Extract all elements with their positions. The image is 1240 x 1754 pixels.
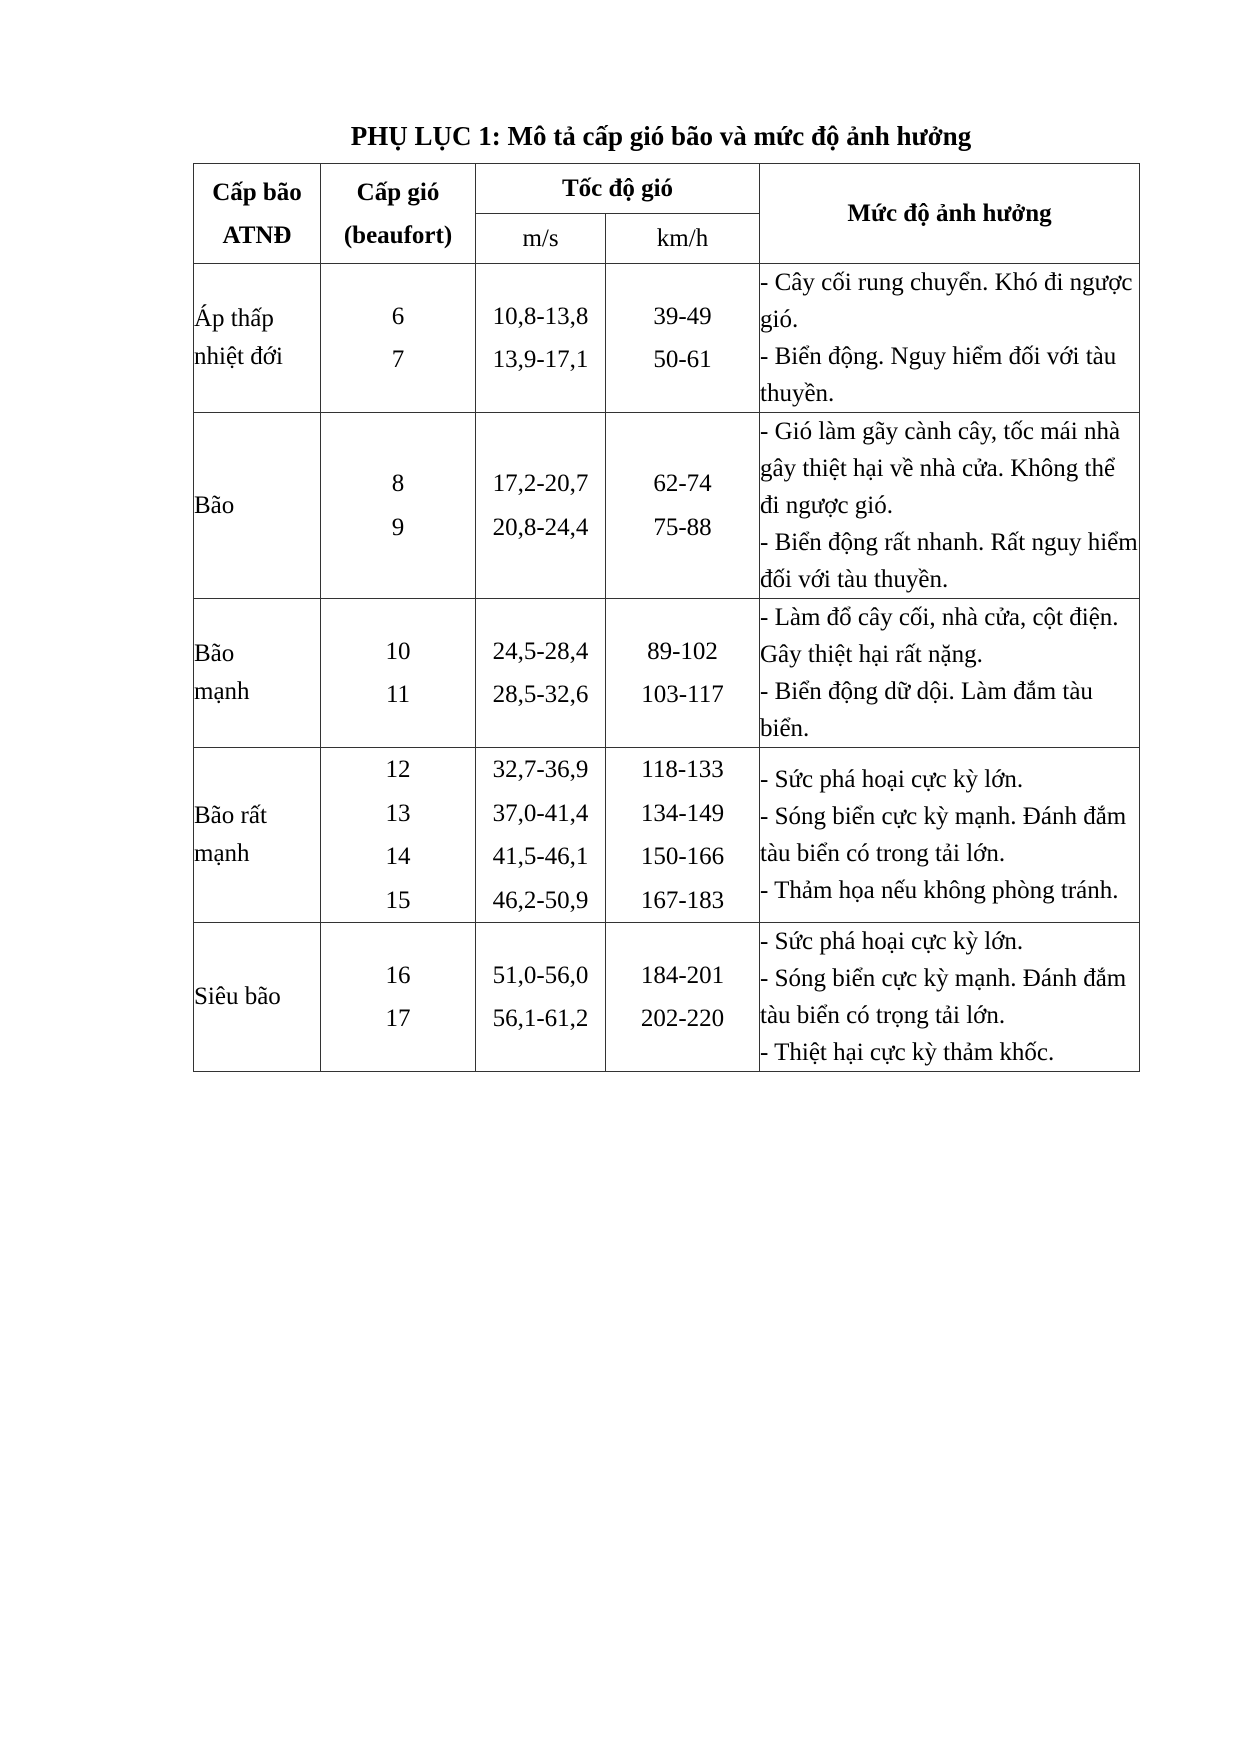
- speed-kmh-cell: [606, 599, 760, 748]
- speed-kmh-value: 50-61: [653, 346, 712, 373]
- impact-text: - Làm đổ cây cối, nhà cửa, cột điện. Gây thiệt hại rất nặng.: [760, 604, 1119, 668]
- header-storm-level-line: ATNĐ: [222, 221, 292, 249]
- wind-level-value: 12: [385, 756, 411, 783]
- storm-level-text: mạnh: [194, 840, 250, 867]
- header-kmh: km/h: [606, 214, 760, 264]
- impact-text: - Biển động. Nguy hiểm đối với tàu thuyền.: [760, 343, 1117, 407]
- header-storm-level-line: Cấp bão: [212, 178, 302, 206]
- speed-ms-value: 17,2-20,7: [492, 470, 589, 497]
- speed-kmh-value: 118-133: [641, 756, 724, 783]
- speed-ms-value: 32,7-36,9: [492, 756, 589, 783]
- storm-level-cell: [194, 413, 321, 599]
- storm-level-text: Áp thấp: [194, 305, 274, 332]
- header-wind-speed: Tốc độ gió: [476, 164, 760, 214]
- speed-kmh-value: 39-49: [653, 302, 712, 330]
- speed-kmh-value: 134-149: [640, 799, 725, 827]
- wind-level-value: 17: [385, 1005, 411, 1032]
- wind-level-cell: [321, 599, 476, 748]
- storm-level-text: Bão: [194, 491, 235, 519]
- storm-level-text: mạnh: [194, 678, 250, 705]
- wind-level-cell: [321, 413, 476, 599]
- speed-kmh-cell: [606, 413, 760, 599]
- table-row: [194, 264, 1140, 413]
- speed-ms-cell: [476, 413, 606, 599]
- speed-ms-value: 20,8-24,4: [492, 513, 589, 541]
- impact-text: - Biển động rất nhanh. Rất nguy hiểm đối với tàu thuyền.: [760, 529, 1138, 593]
- storm-level-text: Bão: [194, 640, 235, 667]
- speed-ms-value: 37,0-41,4: [492, 799, 589, 827]
- wind-level-value: 7: [391, 346, 405, 373]
- header-wind-level-line: Cấp gió: [356, 178, 440, 206]
- speed-ms-cell: [476, 264, 606, 413]
- wind-level-value: 6: [391, 302, 405, 330]
- table-row: [194, 748, 1140, 923]
- speed-ms-value: 10,8-13,8: [492, 302, 589, 330]
- speed-kmh-value: 167-183: [640, 886, 725, 914]
- wind-level-value: 14: [385, 843, 411, 870]
- speed-ms-cell: [476, 599, 606, 748]
- wind-level-value: 8: [391, 470, 405, 497]
- wind-level-value: 16: [385, 961, 411, 989]
- impact-cell: [760, 599, 1140, 748]
- wind-level-value: 13: [385, 799, 411, 827]
- speed-ms-value: 13,9-17,1: [492, 346, 589, 373]
- speed-ms-value: 41,5-46,1: [492, 843, 589, 870]
- impact-text: - Thảm họa nếu không phòng tránh.: [760, 877, 1119, 904]
- wind-level-cell: [321, 923, 476, 1072]
- storm-level-text: Bão rất: [194, 802, 267, 829]
- wind-storm-table: [193, 163, 1140, 1072]
- speed-kmh-cell: [606, 923, 760, 1072]
- speed-kmh-cell: [606, 264, 760, 413]
- speed-ms-value: 56,1-61,2: [492, 1005, 589, 1032]
- impact-text: - Sóng biển cực kỳ mạnh. Đánh đắm tàu biển có trong tải lớn.: [760, 803, 1127, 867]
- speed-kmh-cell: [606, 748, 760, 923]
- impact-text: - Sức phá hoại cực kỳ lớn.: [760, 928, 1024, 955]
- speed-kmh-value: 103-117: [641, 681, 724, 708]
- speed-kmh-value: 62-74: [653, 470, 712, 497]
- impact-cell: [760, 413, 1140, 599]
- impact-text: - Gió làm gãy cành cây, tốc mái nhà gây thiệt hại về nhà cửa. Không thể đi ngược gió.: [760, 418, 1121, 519]
- speed-kmh-value: 150-166: [640, 843, 725, 870]
- impact-cell: [760, 923, 1140, 1072]
- storm-level-text: Siêu bão: [194, 983, 281, 1010]
- header-impact: Mức độ ảnh hưởng: [760, 164, 1140, 264]
- header-storm-level: [194, 164, 321, 264]
- page-title: PHỤ LỤC 1: Mô tả cấp gió bão và mức độ ảnh hưởng: [350, 121, 972, 151]
- impact-cell: [760, 748, 1140, 923]
- wind-level-value: 11: [385, 681, 411, 708]
- speed-kmh-value: 75-88: [653, 513, 712, 541]
- speed-kmh-value: 202-220: [640, 1005, 725, 1032]
- speed-ms-value: 46,2-50,9: [492, 886, 589, 914]
- storm-level-cell: [194, 264, 321, 413]
- header-ms: m/s: [476, 214, 606, 264]
- speed-ms-value: 28,5-32,6: [492, 681, 589, 708]
- impact-text: - Sức phá hoại cực kỳ lớn.: [760, 766, 1024, 793]
- wind-level-cell: [321, 748, 476, 923]
- storm-level-text: nhiệt đới: [194, 343, 283, 370]
- table-row: [194, 923, 1140, 1072]
- speed-kmh-value: 184-201: [640, 961, 725, 989]
- table-body: [194, 264, 1140, 1072]
- storm-level-cell: [194, 599, 321, 748]
- impact-cell: [760, 264, 1140, 413]
- speed-ms-cell: [476, 923, 606, 1072]
- wind-level-cell: [321, 264, 476, 413]
- wind-level-value: 15: [385, 886, 411, 914]
- wind-level-value: 9: [391, 513, 405, 541]
- table-row: [194, 413, 1140, 599]
- speed-ms-cell: [476, 748, 606, 923]
- wind-level-value: 10: [385, 637, 411, 665]
- impact-text: - Sóng biển cực kỳ mạnh. Đánh đắm tàu biển có trọng tải lớn.: [760, 965, 1127, 1029]
- speed-kmh-value: 89-102: [647, 637, 718, 665]
- storm-level-cell: [194, 748, 321, 923]
- speed-ms-value: 51,0-56,0: [492, 961, 589, 989]
- storm-level-cell: [194, 923, 321, 1072]
- header-wind-level-line: (beaufort): [343, 221, 453, 249]
- impact-text: - Biển động dữ dội. Làm đắm tàu biển.: [760, 678, 1093, 742]
- table-row: [194, 599, 1140, 748]
- impact-text: - Cây cối rung chuyển. Khó đi ngược gió.: [760, 269, 1133, 333]
- header-wind-level: [321, 164, 476, 264]
- impact-text: - Thiệt hại cực kỳ thảm khốc.: [760, 1039, 1055, 1066]
- speed-ms-value: 24,5-28,4: [492, 637, 589, 665]
